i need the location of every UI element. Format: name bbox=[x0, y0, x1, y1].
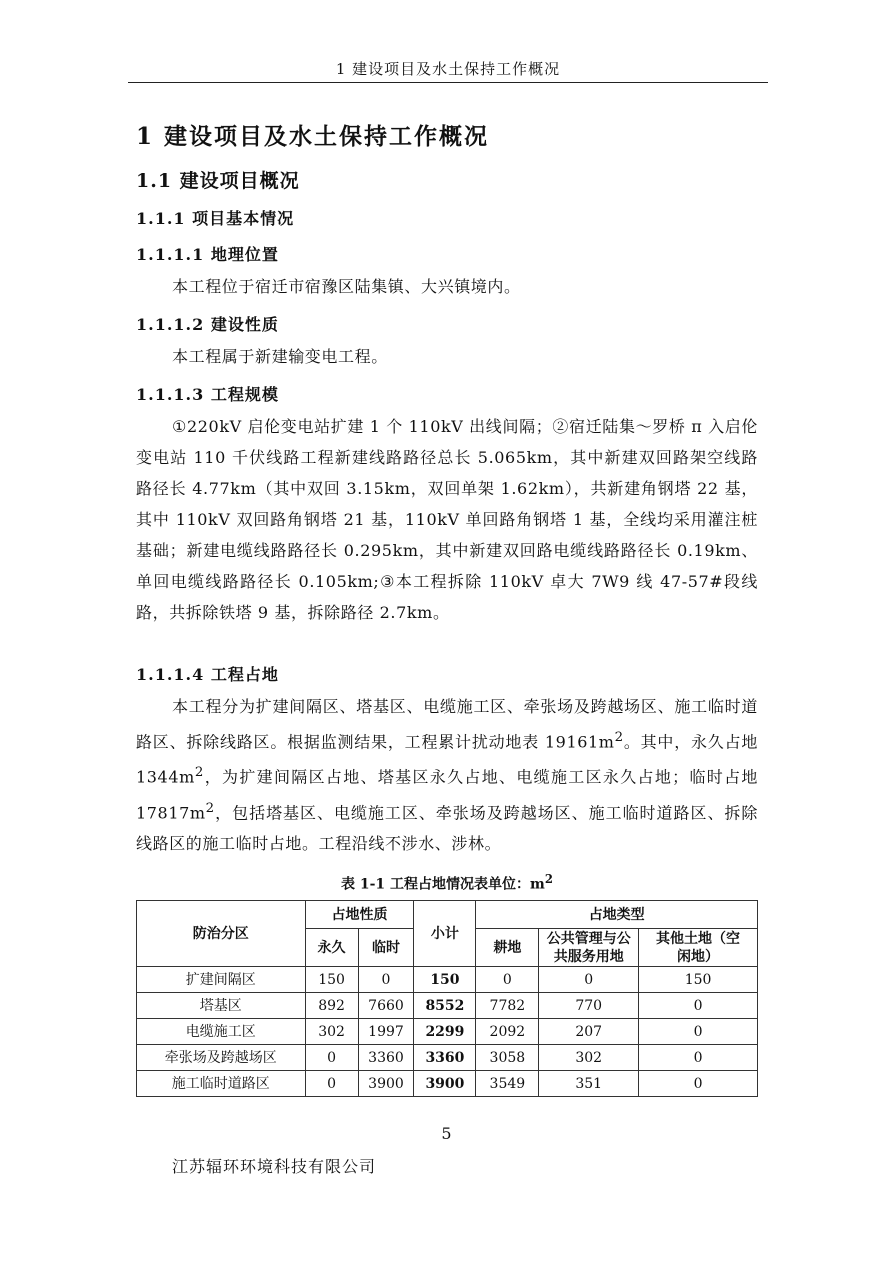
cell-farmland: 0 bbox=[476, 967, 539, 993]
th-land-type: 占地类型 bbox=[476, 901, 758, 929]
superscript-2: 2 bbox=[614, 730, 624, 745]
table-row bbox=[137, 967, 758, 993]
cell-public-service: 351 bbox=[539, 1071, 639, 1097]
cell-permanent: 150 bbox=[305, 967, 358, 993]
cell-temporary: 0 bbox=[358, 967, 414, 993]
table-row bbox=[137, 993, 758, 1019]
table-caption-text: 表 1-1 工程占地情况表单位：m bbox=[341, 876, 545, 893]
paragraph-scale bbox=[136, 411, 758, 628]
th-permanent: 永久 bbox=[305, 929, 358, 967]
cell-subtotal: 8552 bbox=[414, 993, 476, 1019]
table-row bbox=[137, 1071, 758, 1097]
running-header: 1 建设项目及水土保持工作概况 bbox=[335, 60, 561, 78]
th-zone: 防治分区 bbox=[137, 901, 306, 967]
cell-other-land: 0 bbox=[639, 1045, 758, 1071]
cell-farmland: 2092 bbox=[476, 1019, 539, 1045]
paragraph-nature bbox=[136, 341, 758, 372]
heading-scale: 1.1.1.3 工程规模 bbox=[136, 385, 279, 404]
cell-subtotal: 2299 bbox=[414, 1019, 476, 1045]
cell-subtotal: 150 bbox=[414, 967, 476, 993]
table-header-row bbox=[137, 901, 758, 929]
th-public-service: 公共管理与公共服务用地 bbox=[539, 929, 639, 967]
cell-subtotal: 3900 bbox=[414, 1071, 476, 1097]
cell-farmland: 7782 bbox=[476, 993, 539, 1019]
heading-location: 1.1.1.1 地理位置 bbox=[136, 245, 279, 264]
paragraph-land-text bbox=[136, 691, 758, 859]
th-subtotal: 小计 bbox=[414, 901, 476, 967]
table-row bbox=[137, 1045, 758, 1071]
caption-superscript: 2 bbox=[544, 872, 553, 886]
cell-permanent: 892 bbox=[305, 993, 358, 1019]
cell-farmland: 3549 bbox=[476, 1071, 539, 1097]
cell-public-service: 0 bbox=[539, 967, 639, 993]
cell-farmland: 3058 bbox=[476, 1045, 539, 1071]
th-occupancy-nature: 占地性质 bbox=[305, 901, 414, 929]
section-title: 1.1 建设项目概况 bbox=[136, 170, 300, 192]
th-temporary: 临时 bbox=[358, 929, 414, 967]
paragraph-location-text: 本工程位于宿迁市宿豫区陆集镇、大兴镇境内。 bbox=[172, 277, 521, 296]
land-text-4: ，包括塔基区、电缆施工区、牵张场及跨越场区、施工临时道路区、拆除线路区的施工临时占地。工程沿线不涉水、涉林。 bbox=[136, 802, 758, 853]
superscript-2: 2 bbox=[205, 800, 215, 816]
cell-other-land: 0 bbox=[639, 1071, 758, 1097]
cell-public-service: 302 bbox=[539, 1045, 639, 1071]
cell-zone: 塔基区 bbox=[137, 993, 306, 1019]
paragraph-scale-text: ①220kV 启伦变电站扩建 1 个 110kV 出线间隔；②宿迁陆集～罗桥 π 入启伦变电站 110 千伏线路工程新建线路路径总长 5.065km，其中新建双回路架空线路路径长 4.77km（其中双回 3.15km，双回单架 1.62km），共新建角钢塔 22 基，其中 110kV 双回路角钢塔 21 基，110kV 单回路角钢塔 1 基，全线均采用灌注桩基础；新建电缆线路路径长 0.295km，其中新建双回路电缆线路路径长 0.19km、单回电缆线路路径长 0.105km;③本工程拆除 110kV 卓大 7W9 线 47-57#段线路，共拆除铁塔 9 基，拆除路径 2.7km。 bbox=[136, 417, 758, 622]
heading-land: 1.1.1.4 工程占地 bbox=[136, 665, 279, 684]
cell-permanent: 0 bbox=[305, 1045, 358, 1071]
heading-nature: 1.1.1.2 建设性质 bbox=[136, 315, 279, 334]
cell-temporary: 3900 bbox=[358, 1071, 414, 1097]
paragraph-land bbox=[136, 691, 758, 859]
land-text-3: ，为扩建间隔区占地、塔基区永久占地、电缆施工区永久占地；临时占地 17817m bbox=[136, 767, 758, 822]
table-caption bbox=[136, 872, 758, 894]
cell-temporary: 1997 bbox=[358, 1019, 414, 1045]
cell-public-service: 770 bbox=[539, 993, 639, 1019]
table-row bbox=[137, 1019, 758, 1045]
cell-subtotal: 3360 bbox=[414, 1045, 476, 1071]
cell-zone: 牵张场及跨越场区 bbox=[137, 1045, 306, 1071]
th-farmland: 耕地 bbox=[476, 929, 539, 967]
paragraph-nature-text: 本工程属于新建输变电工程。 bbox=[172, 347, 388, 366]
cell-other-land: 150 bbox=[639, 967, 758, 993]
cell-public-service: 207 bbox=[539, 1019, 639, 1045]
cell-temporary: 3360 bbox=[358, 1045, 414, 1071]
cell-other-land: 0 bbox=[639, 1019, 758, 1045]
chapter-title: 1 建设项目及水土保持工作概况 bbox=[136, 123, 490, 150]
header-rule bbox=[128, 82, 768, 83]
th-other-land: 其他土地（空闲地） bbox=[639, 929, 758, 967]
cell-zone: 电缆施工区 bbox=[137, 1019, 306, 1045]
paragraph-location bbox=[136, 271, 758, 302]
land-occupation-table bbox=[136, 900, 758, 1097]
land-text-2: 。其中，永久占地 1344m bbox=[136, 732, 758, 787]
superscript-2: 2 bbox=[194, 765, 204, 781]
cell-permanent: 302 bbox=[305, 1019, 358, 1045]
land-text-1: 本工程分为扩建间隔区、塔基区、电缆施工区、牵张场及跨越场区、施工临时道路区、拆除线路区。根据监测结果，工程累计扰动地表 19161m bbox=[136, 697, 758, 752]
table-body bbox=[137, 967, 758, 1097]
cell-other-land: 0 bbox=[639, 993, 758, 1019]
cell-permanent: 0 bbox=[305, 1071, 358, 1097]
cell-temporary: 7660 bbox=[358, 993, 414, 1019]
cell-zone: 施工临时道路区 bbox=[137, 1071, 306, 1097]
company-name: 江苏辐环环境科技有限公司 bbox=[172, 1157, 377, 1176]
page-number: 5 bbox=[441, 1124, 452, 1143]
cell-zone: 扩建间隔区 bbox=[137, 967, 306, 993]
subsection-title: 1.1.1 项目基本情况 bbox=[136, 209, 295, 228]
